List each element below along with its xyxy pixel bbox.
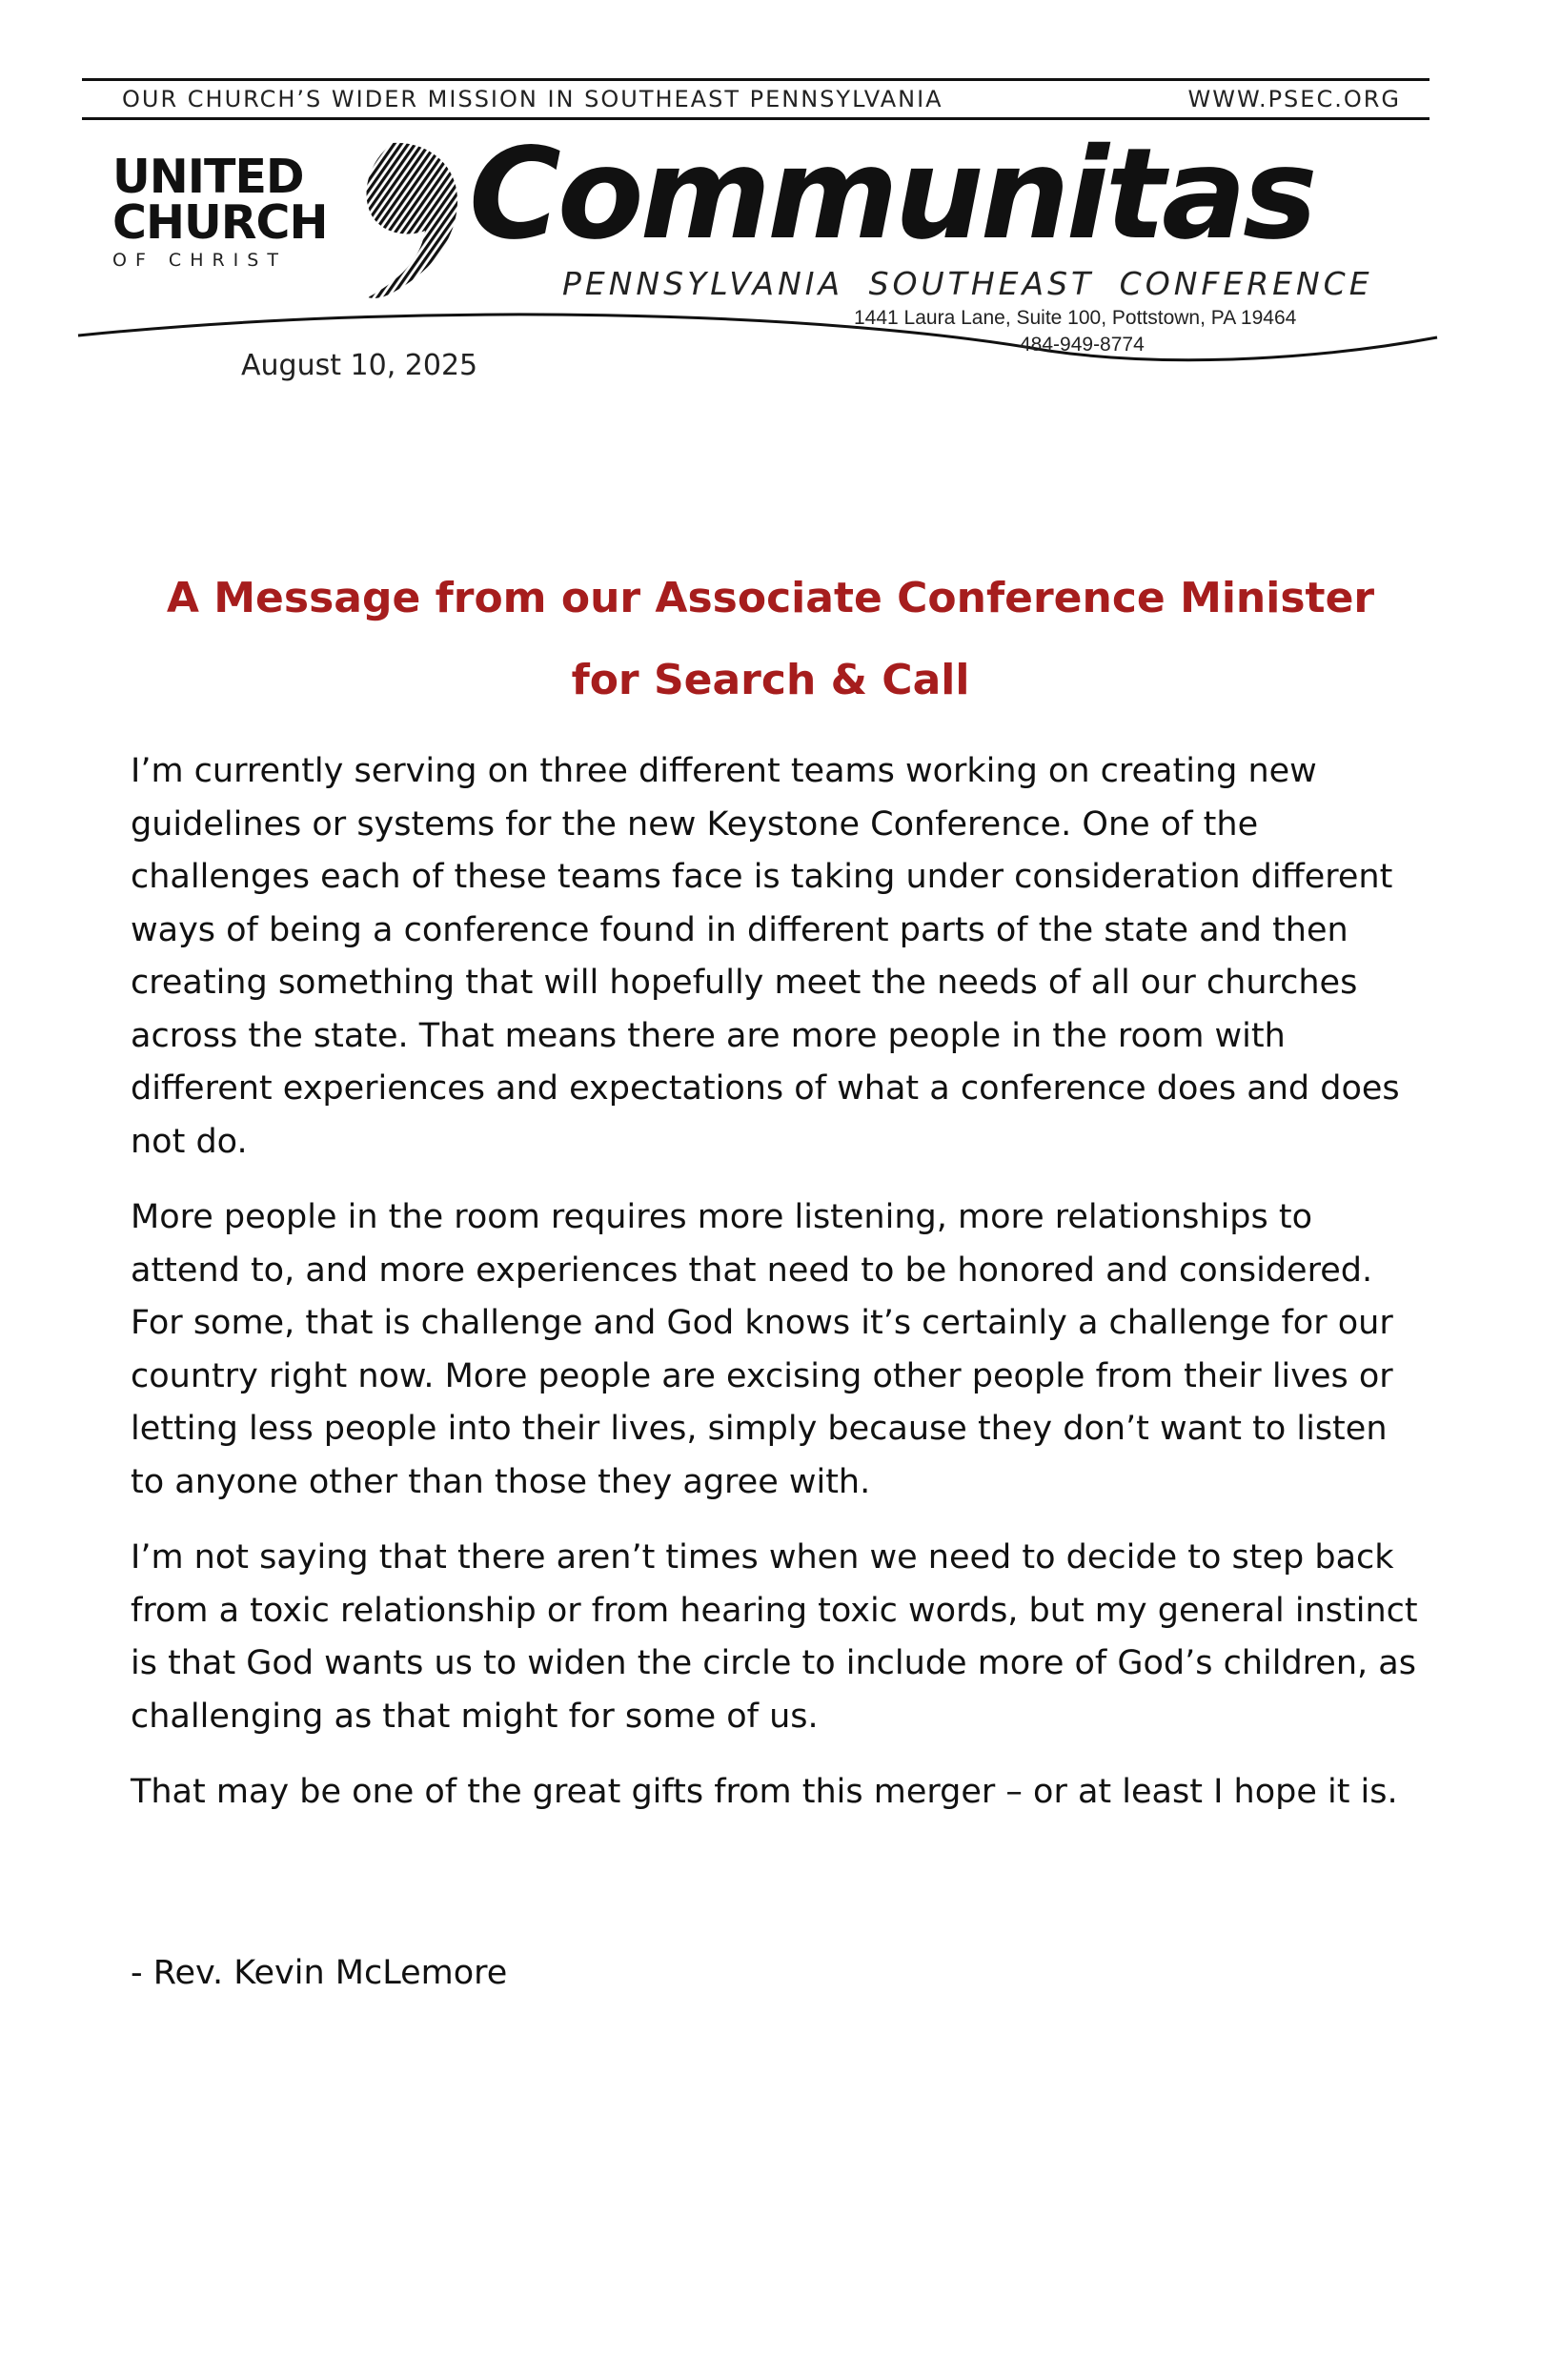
paragraph: I’m not saying that there aren’t times when we need to decide to step back from a toxic relationship or from hearing toxic words, but my general instinct is that God wants us to widen the circle to include more of God’s children, as challenging as that might for some of us. xyxy=(131,1538,1418,1736)
paragraph: I’m currently serving on three different teams working on creating new guidelines or systems for the new Keystone Conference. One of the challenges each of these teams face is taking under consideration different ways of being a conference found in different parts of the state and then creating something that will hopefully meet the needs of all our churches across the state. That means there are more people in the room with different experiences and expectations of what a conference does and does not do. xyxy=(131,752,1400,1161)
website-link[interactable]: WWW.PSEC.ORG xyxy=(1187,86,1401,112)
logo-word-church: CHURCH xyxy=(112,195,328,250)
paragraph: More people in the room requires more listening, more relationships to attend to, and more experiences that need to be honored and considered. For some, that is challenge and God knows it’s certainly a challenge for our country right now. More people are excising other people from their lives or letting less people into their lives, simply because they don’t want to listen to anyone other than those they agree with. xyxy=(131,1198,1393,1501)
office-address: 1441 Laura Lane, Suite 100, Pottstown, PA 19464 xyxy=(854,307,1297,329)
office-phone: 484-949-8774 xyxy=(1020,334,1145,356)
issue-date: August 10, 2025 xyxy=(241,349,478,382)
logo-word-united: UNITED xyxy=(112,150,304,204)
conference-name: PENNSYLVANIA SOUTHEAST CONFERENCE xyxy=(562,265,1373,302)
ucc-logo xyxy=(112,150,341,271)
top-banner xyxy=(82,78,1429,120)
paragraph: That may be one of the great gifts from this merger – or at least I hope it is. xyxy=(131,1773,1398,1811)
article-headline xyxy=(95,558,1446,722)
logo-word-of-christ: OF CHRIST xyxy=(112,250,287,271)
masthead-title: Communitas xyxy=(469,121,1314,268)
headline-line-1: A Message from our Associate Conference Minister xyxy=(166,574,1375,623)
headline-line-2: for Search & Call xyxy=(571,656,970,705)
tagline: OUR CHURCH’S WIDER MISSION IN SOUTHEAST PENNSYLVANIA xyxy=(122,86,943,112)
comma-logo-icon xyxy=(326,139,469,301)
author-signature: - Rev. Kevin McLemore xyxy=(131,1954,508,1992)
article-body xyxy=(131,745,1427,1842)
